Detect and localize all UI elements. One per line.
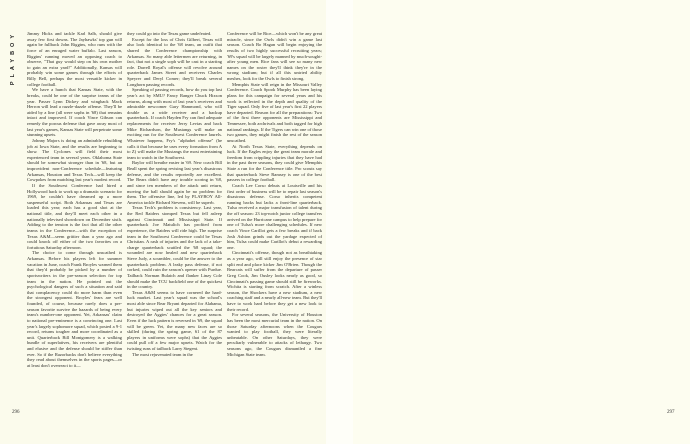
article-paragraph: At North Texas State, everything depends on luck. If the Eagles enjoy the great team morale and freedom from crippling injuries that they have had in the past three seasons, they could give Memphis State a run for the Conference title. Pro scouts say that quarterback Steve Ramsey is one of the best passers in college football.	[227, 143, 322, 183]
article-paragraph: Conference will be Rice—which won't be any great miracle, since the Owls didn't win a game last season. Coach Bo Hagan will begin enjoying the results of two highly successful recruiting years; '69's squad will be largely manned by much-sought-after young men. Rice fans will see so many new names on the roster they'll think they're in the wrong stadium; but if all this untried ability meshes, look for the Owls to finish strong.	[227, 31, 322, 81]
article-paragraph: We have a hunch that Kansas State, with the breaks, could be one of the surprise teams of the year. Passer Lynn Dickey and wingback Mack Herron will lead a razzle-dazzle offense. They'll be aided by a line (all were sophs in '68) that remains intact and improved. If coach Vince Gibson can remedy the porous defense that gave away most of last year's games, Kansas State will perpetrate some stunning upsets.	[27, 87, 122, 138]
article-paragraph: Cincinnati's offense, though not as breathtaking as a year ago, will still enjoy the presence of star split end and place kicker Jim O'Brien. Though the Bearcats will suffer from the departure of passer Greg Cook, Jim Ousley looks nearly as good, so Cincinnati's passing game should still be fireworks. Wichita is starting from scratch. After a winless season, the Shockers have a new stadium, a new coaching staff and a nearly all-new team. But they'll have to work hard before they get a new look to their record.	[227, 250, 322, 312]
article-paragraph: Coach Lee Corso debuts at Louisville and his first order of business will be to repair last season's disastrous defense. Corso inherits competent running backs but lacks a front-line quarterback. Tulsa received a major transfusion of talent during the off season: 23 top-notch junior college transfers arrived on the Hurricane campus to help prepare for one of Tulsa's more challenging schedules. If new coach Vince Carillot gets a few breaks and if back Josh Ashton grinds out the yardage expected of him, Tulsa could make Carillot's debut a rewarding one.	[227, 182, 322, 250]
article-column-1	[27, 31, 122, 417]
right-page-blank	[353, 0, 690, 444]
article-paragraph: Jimmy Hicks and tackle Karl Salb, should give away few first downs. The Jayhawks' top gun will again be fullback John Riggins, who runs with the force of an enraged water buffalo. Last season, Riggins' running moved an opposing coach to observe, "That guy would step on his own mother to gain an extra yard!" Additionally, Kansas will probably win some games through the efforts of Billy Bell, perhaps the most versatile kicker in college football.	[27, 31, 122, 87]
article-paragraph: Johnny Majors is doing an admirable rebuilding job at Iowa State, and the results are beginning to show. The Cyclones will field their most experienced team in several years. Oklahoma State should be somewhat stronger than in '68, but an improvident non-Conference schedule—featuring Arkansas, Houston and Texas Tech—will keep the Cowpokes from matching last year's modest record.	[27, 137, 122, 183]
article-column-2	[127, 31, 222, 417]
article-paragraph: The choice to come through unscathed is Arkansas. Before his players left for summer vacation in June, coach Frank Broyles warned them that they'd probably be picked by a number of sportswriters in the pre-season selection for top team in the nation. He pointed out the psychological dangers of such a situation and said that complacency could do more harm than even the strongest opponent. Broyles' fears are well founded, of course, because rarely does a pre-season favorite survive the hazards of being every team's number-one opponent. Yet, Arkansas' claim to national pre-eminence is a convincing one. Last year's largely sophomore squad, which posted a 9-1 record, returns tougher and more coordinated as a unit. Quarterback Bill Montgomery is a walking bundle of superlatives, his receivers are plentiful and elusive and the defense should be stiffer than ever. So if the Razorbacks don't believe everything they read about themselves in the sports pages—or at least don't overreact to it—	[27, 250, 122, 368]
article-paragraph: Texas Tech's problem is consistency. Last year, the Red Raiders stomped Texas but fell asleep against Cincinnati and Mississippi State. If quarterback Joe Matulich has profited from experience, the Raiders will ride high. The surprise team in the Southwest Conference could be Texas Christian. A rash of injuries and the lack of a take-charge quarterback scuttled the '68 squad; the wounded are now healed and new quarterback Steve Judy, a scrambler, could be the answer to the quarterback problem. A leaky pass defense, if not corked, could ruin the season's opener with Purdue. Tailback Norman Bulaich and flanker Linzy Cole should make the TCU backfield one of the quickest in the country.	[127, 205, 222, 290]
article-paragraph: Texas A&M seems to have cornered the hard-luck market. Last year's squad was the school's most able since Bear Bryant departed for Alabama, but injuries wiped out all the key seniors and destroyed the Aggies' chances for a great season. Even if the luck pattern is reversed in '69, the squad will be green. Yet, the many new faces are so skilled (during the spring game, 61 of the 87 players in uniforms were sophs) that the Aggies could pull off a few major upsets. Watch for the twisting runs of tailback Larry Stegent.	[127, 289, 222, 351]
article-paragraph: they could go into the Texas game undefeated.	[127, 31, 212, 36]
article-paragraph: If the Southwest Conference had hired a Hollywood hack to work up a dramatic scenario for 1969, he couldn't have dreamed up a more suspenseful script. Both Arkansas and Texas are loaded this year; each has a good shot at the national title, and they'll meet each other in a nationally televised showdown on December sixth. Adding to the tension is the fact that all the other teams in the Conference—with the exception of Texas A&M—seem grittier than a year ago and could knock off either of the two favorites on a fortuitous Saturday afternoon.	[27, 182, 122, 250]
article-paragraph: Except for the loss of Chris Gilbert, Texas will also look identical to the '68 team, an outfit that shared the Conference championship with Arkansas. So many able lettermen are returning, in fact, that not a single soph will be cast in a starting role. Darrell Royal's offense will revolve around quarterback James Street and receivers Charles Speyrer and Deryl Comer; they'll break several Longhorn passing records.	[127, 36, 222, 87]
article-paragraph: Speaking of passing records, how do you top last year's act by SMU? Fancy Ranger Chuck Hixson returns, along with most of last year's receivers and admirable newcomer Gary Hammond, who will double as a wide receiver and a backup quarterback. If coach Hayden Fry can find adequate replacements for receiver Jerry Levias and back Mike Richardson, the Mustangs will make an exciting run for the Southwest Conference laurels. Whatever happens, Fry's "alphabet offense" (he calls it that because he uses every formation from A to Z) will make the Mustangs the most entertaining team to watch in the Southwest.	[127, 87, 222, 160]
article-paragraph: For several seasons, the University of Houston has been the most mercurial team in the nation. On those Saturday afternoons when the Cougars wanted to play football, they were literally unbeatable. On other Saturdays, they were peculiarly vulnerable to attacks of lethargy. Two seasons ago, the Cougars dismantled a fine Michigan State team.	[227, 312, 322, 357]
article-column-3	[227, 31, 322, 417]
page-gutter	[326, 0, 353, 444]
page-number-right: 297	[667, 410, 675, 415]
article-paragraph: The most rejuvenated team in the	[132, 351, 193, 357]
page-number-left: 296	[12, 410, 20, 415]
magazine-side-label: PLAYBOY	[10, 31, 16, 86]
article-paragraph: Memphis State will reign in the Missouri Valley Conference. Coach Spook Murphy has been laying plans for this campaign for several years and his work is reflected in the depth and quality of the Tiger squad. Only five of last year's first 22 players have departed. Reason for all the preparations: Two of the first three opponents are Mississippi and Tennessee, both archrivals and both tagged for high national rankings. If the Tigers can win one of those two games, they might finish the rest of the season unscathed.	[227, 81, 322, 143]
article-paragraph: Baylor will breathe easier in '69. New coach Bill Beall spent the spring revising last year's disastrous defense, and the results reportedly are excellent. The Bears didn't have any trouble scoring in '68, and since ten members of the attack unit return, moving the ball should again be no problem for them. The offensive line, led by PLAYBOY All-America tackle Richard Stevens, will be superb.	[127, 160, 222, 205]
